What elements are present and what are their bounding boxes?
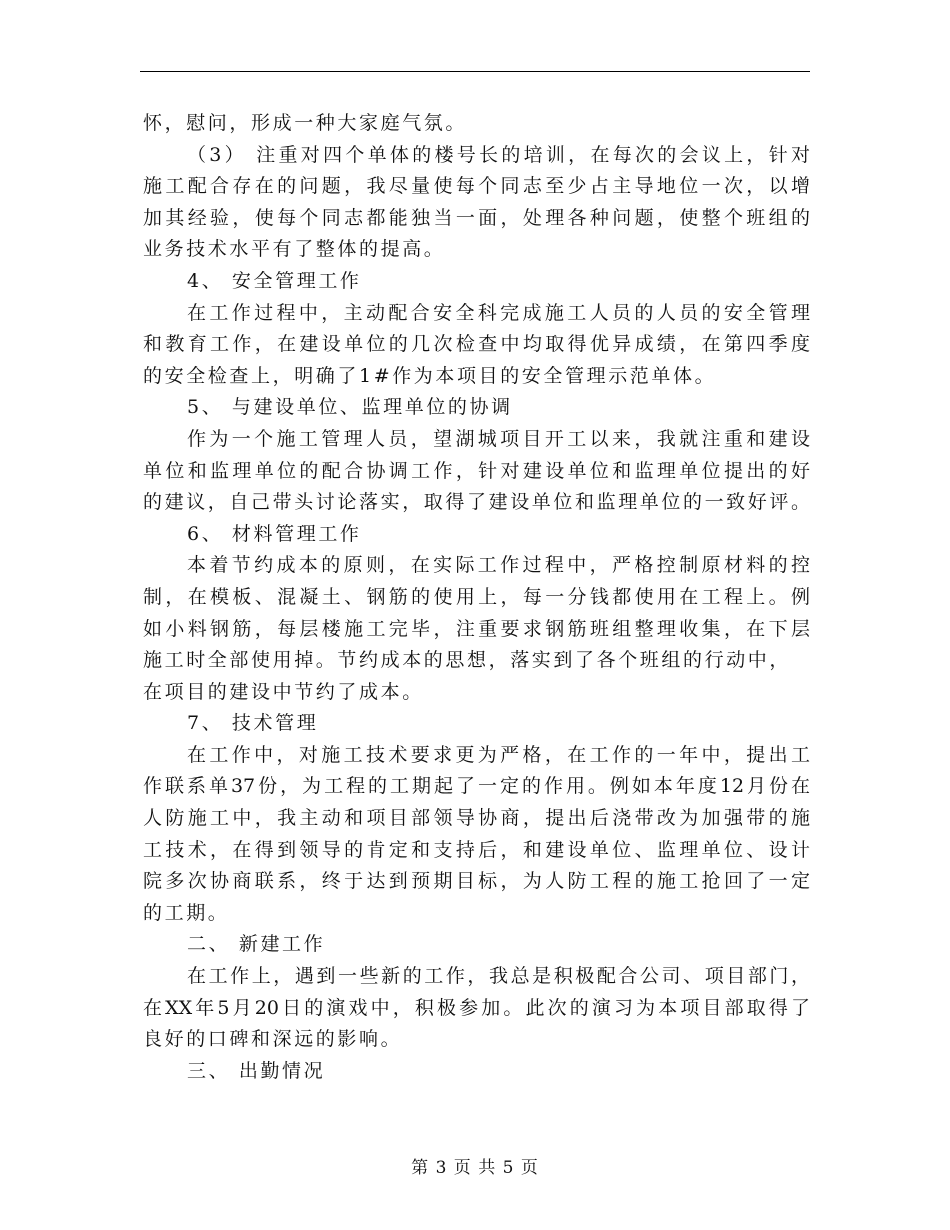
page-number-footer: 第 3 页 共 5 页 bbox=[411, 1158, 539, 1178]
section-heading: 5、 与建设单位、监理单位的协调 bbox=[187, 396, 513, 419]
body-line: 加其经验，使每个同志都能独当一面，处理各种问题，使整个班组的 bbox=[143, 206, 810, 229]
body-line: （3） 注重对四个单体的楼号长的培训，在每次的会议上，针对 bbox=[187, 143, 810, 166]
body-line: 怀，慰问，形成一种大家庭气氛。 bbox=[143, 112, 468, 134]
body-line: 施工时全部使用掉。节约成本的思想，落实到了各个班组的行动中， bbox=[143, 649, 792, 672]
body-line: 良好的口碑和深远的影响。 bbox=[143, 1028, 403, 1051]
body-line: 在工作上，遇到一些新的工作，我总是积极配合公司、项目部门， bbox=[187, 965, 810, 988]
header-rule bbox=[140, 71, 810, 72]
section-heading: 4、 安全管理工作 bbox=[187, 269, 362, 292]
section-heading: 二、 新建工作 bbox=[187, 933, 326, 956]
body-line: 在项目的建设中节约了成本。 bbox=[143, 680, 424, 703]
body-line: 制，在模板、混凝土、钢筋的使用上，每一分钱都使用在工程上。例 bbox=[143, 585, 810, 608]
body-line: 的工期。 bbox=[143, 901, 230, 924]
body-line: 的建议，自己带头讨论落实，取得了建设单位和监理单位的一致好评。 bbox=[143, 491, 810, 514]
section-heading: 7、 技术管理 bbox=[187, 712, 319, 735]
document-body bbox=[143, 108, 810, 1087]
body-line: 施工配合存在的问题，我尽量使每个同志至少占主导地位一次，以增 bbox=[143, 175, 810, 198]
section-heading: 三、 出勤情况 bbox=[187, 1059, 326, 1082]
body-line: 工技术，在得到领导的肯定和支持后，和建设单位、监理单位、设计 bbox=[143, 838, 810, 861]
section-heading: 6、 材料管理工作 bbox=[187, 522, 362, 545]
body-line: 作联系单37份，为工程的工期起了一定的作用。例如本年度12月份在 bbox=[143, 775, 810, 798]
body-line: 和教育工作，在建设单位的几次检查中均取得优异成绩，在第四季度 bbox=[143, 333, 810, 356]
body-line: 如小料钢筋，每层楼施工完毕，注重要求钢筋班组整理收集，在下层 bbox=[143, 617, 810, 640]
body-line: 作为一个施工管理人员，望湖城项目开工以来，我就注重和建设 bbox=[187, 427, 810, 450]
body-line: 在工作中，对施工技术要求更为严格，在工作的一年中，提出工 bbox=[187, 743, 810, 766]
body-line: 本着节约成本的原则，在实际工作过程中，严格控制原材料的控 bbox=[187, 554, 810, 577]
body-line: 院多次协商联系，终于达到预期目标，为人防工程的施工抢回了一定 bbox=[143, 870, 810, 893]
body-line: 的安全检查上，明确了1#作为本项目的安全管理示范单体。 bbox=[143, 364, 717, 387]
body-line: 人防施工中，我主动和项目部领导协商，提出后浇带改为加强带的施 bbox=[143, 807, 810, 830]
body-line: 单位和监理单位的配合协调工作，针对建设单位和监理单位提出的好 bbox=[143, 459, 810, 482]
body-line: 业务技术水平有了整体的提高。 bbox=[143, 238, 446, 261]
body-line: 在XX年5月20日的演戏中，积极参加。此次的演习为本项目部取得了 bbox=[143, 996, 810, 1019]
body-line: 在工作过程中，主动配合安全科完成施工人员的人员的安全管理 bbox=[187, 301, 810, 324]
